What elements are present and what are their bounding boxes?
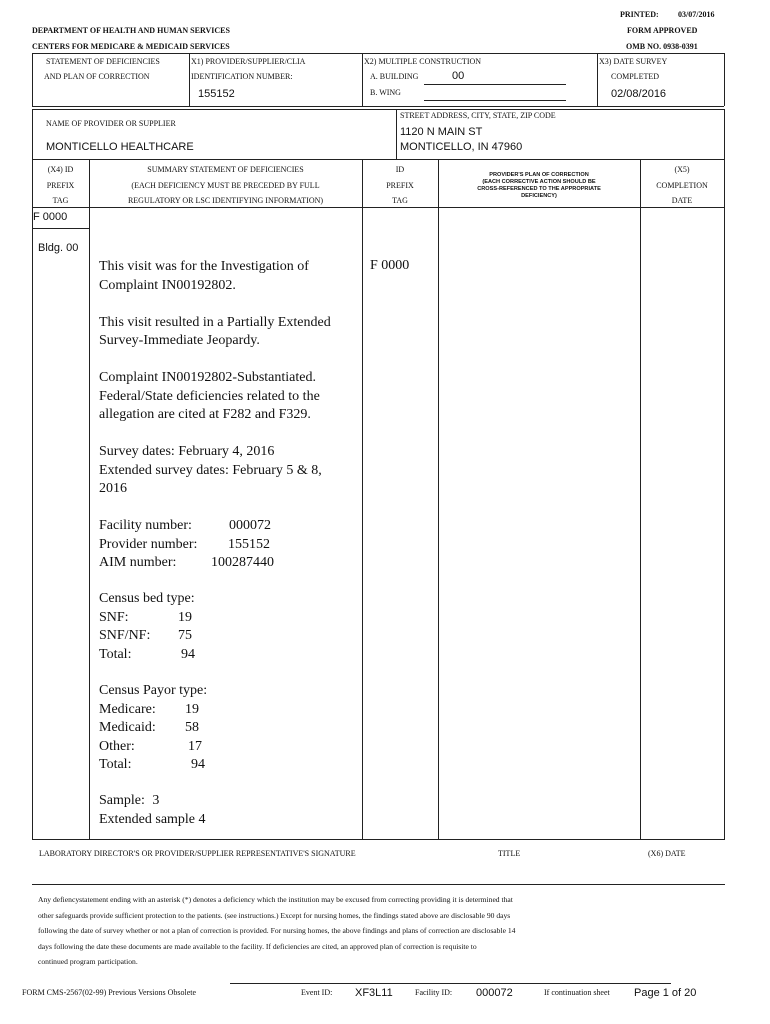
statement-label-2: AND PLAN OF CORRECTION (44, 72, 150, 81)
census-payor-label: Census Payor type: (99, 683, 208, 698)
snfnf-label: SNF/NF: (99, 628, 151, 643)
form-number: FORM CMS-2567(02-99) Previous Versions Obsolete (22, 988, 197, 997)
plan-header-2: (EACH CORRECTIVE ACTION SHOULD BE (482, 179, 596, 185)
x3-label-1: X3) DATE SURVEY (599, 57, 668, 66)
building-value: 00 (452, 70, 465, 82)
summary-line: Extended survey dates: February 5 & 8, (99, 462, 322, 478)
printed-date: 03/07/2016 (678, 10, 715, 19)
payor-total-value: 94 (191, 757, 205, 772)
provider-id-value: 155152 (198, 88, 235, 100)
payor-total-label: Total: (99, 757, 132, 772)
plan-header-3: CROSS-REFERENCED TO THE APPROPRIATE (477, 186, 601, 192)
id-header-3: TAG (392, 196, 408, 205)
extended-sample: Extended sample 4 (99, 811, 206, 827)
summary-line: Survey-Immediate Jeopardy. (99, 333, 260, 348)
x4-header-3: TAG (52, 196, 69, 205)
snf-value: 19 (178, 609, 192, 625)
summary-line (99, 499, 331, 518)
x5-header-3: DATE (671, 196, 693, 205)
summary-line: Survey dates: February 4, 2016 (99, 444, 275, 459)
footnote-line: continued program participation. (38, 957, 138, 966)
plan-header (438, 172, 640, 200)
footnote-line: days following the date these documents are made available to the facility. If deficiencies are cited, an approved plan of correction is requisite to (38, 941, 477, 951)
building-label: A. BUILDING (370, 72, 419, 81)
plan-header-4: DEFICIENCY) (521, 193, 557, 199)
summary-line: 2016 (99, 481, 127, 496)
facility-number-label: Facility number: (99, 518, 192, 533)
snf-label: SNF: (99, 609, 129, 625)
facility-id-label: Facility ID: (415, 988, 453, 997)
provider-name-label: NAME OF PROVIDER OR SUPPLIER (46, 119, 176, 128)
signature-label: LABORATORY DIRECTOR'S OR PROVIDER/SUPPLIER REPRESENTATIVE'S SIGNATURE (39, 849, 356, 858)
centers-name: CENTERS FOR MEDICARE & MEDICAID SERVICES (32, 42, 230, 51)
summary-line (99, 351, 331, 370)
other-value: 17 (188, 738, 202, 754)
address-label: STREET ADDRESS, CITY, STATE, ZIP CODE (400, 111, 556, 120)
summary-line: Complaint IN00192802. (99, 277, 236, 293)
x4-header-2: PREFIX (46, 181, 75, 190)
provider-number: 155152 (228, 536, 270, 552)
signature-date-label: (X6) DATE (648, 849, 686, 858)
plan-header-1: PROVIDER'S PLAN OF CORRECTION (489, 172, 589, 178)
other-label: Other: (99, 738, 135, 754)
entry-id-prefix: F 0000 (370, 258, 410, 273)
facility-info (99, 517, 274, 573)
address-line-2: MONTICELLO, IN 47960 (400, 141, 523, 153)
summary-line: allegation are cited at F282 and F329. (99, 407, 311, 422)
sample-info (99, 792, 206, 829)
footnote-line: other safeguards provide sufficient protection to the patients. (see instructions.) Except for nursing homes, the findings stated above are disclosable 90 days (38, 910, 511, 920)
bed-total-label: Total: (99, 646, 132, 662)
summary-line: This visit was for the Investigation of (99, 259, 309, 274)
form-approved: FORM APPROVED (627, 26, 698, 35)
summary-header-2: (EACH DEFICIENCY MUST BE PRECEDED BY FULL (131, 181, 320, 190)
event-id-label: Event ID: (301, 988, 333, 997)
x1-label-2: IDENTIFICATION NUMBER: (191, 72, 293, 81)
facility-id-value: 000072 (476, 987, 513, 999)
printed-label: PRINTED: (620, 10, 659, 19)
id-header-1: ID (395, 165, 405, 174)
title-label: TITLE (498, 849, 521, 858)
x2-label: X2) MULTIPLE CONSTRUCTION (364, 57, 482, 66)
medicare-label: Medicare: (99, 701, 156, 717)
survey-completed-date: 02/08/2016 (611, 88, 667, 100)
summary-header-3: REGULATORY OR LSC IDENTIFYING INFORMATION) (127, 196, 324, 205)
medicaid-label: Medicaid: (99, 720, 156, 735)
census-bed (99, 590, 195, 664)
department-name: DEPARTMENT OF HEALTH AND HUMAN SERVICES (32, 26, 230, 35)
x3-label-2: COMPLETED (611, 72, 659, 81)
summary-line (99, 425, 331, 444)
sample-value: 3 (152, 793, 160, 808)
continuation-label: If continuation sheet (544, 988, 610, 997)
census-bed-label: Census bed type: (99, 591, 195, 606)
statement-label-1: STATEMENT OF DEFICIENCIES (46, 57, 160, 66)
summary-line: Complaint IN00192802-Substantiated. (99, 370, 316, 385)
medicaid-value: 58 (185, 720, 199, 735)
snfnf-value: 75 (178, 628, 192, 643)
omb-number: OMB NO. 0938-0391 (626, 42, 698, 51)
summary-line: Federal/State deficiencies related to the (99, 388, 320, 404)
id-header-2: PREFIX (386, 181, 414, 190)
summary-line (99, 295, 331, 314)
provider-name-value: MONTICELLO HEALTHCARE (46, 141, 194, 153)
aim-number-label: AIM number: (99, 555, 177, 570)
x1-label-1: X1) PROVIDER/SUPPLIER/CLIA (191, 57, 306, 66)
x4-header-1: (X4) ID (47, 165, 74, 174)
entry-prefix: F 0000 (33, 211, 68, 223)
summary-line: This visit resulted in a Partially Extended (99, 314, 331, 330)
event-id-value: XF3L11 (355, 987, 393, 999)
page-number: Page 1 of 20 (634, 987, 697, 999)
footnote-line: following the date of survey whether or not a plan of correction is provided. For nursing homes, the above findings and plans of correction are disclosable 14 (38, 926, 516, 935)
census-payor (99, 682, 207, 775)
footnote-line: Any defiencystatement ending with an asterisk (*) denotes a deficiency which the institution may be excused from correcting providing it is determined that (38, 895, 513, 904)
footnote (38, 892, 515, 970)
wing-label: B. WING (370, 88, 401, 97)
sample-label: Sample: (99, 793, 145, 808)
summary-header-1: SUMMARY STATEMENT OF DEFICIENCIES (147, 165, 304, 174)
medicare-value: 19 (185, 701, 199, 717)
building-code: Bldg. 00 (38, 242, 79, 254)
facility-number: 000072 (229, 518, 271, 533)
address-line-1: 1120 N MAIN ST (400, 126, 483, 138)
bed-total-value: 94 (181, 646, 195, 662)
summary-statement (99, 258, 331, 517)
x5-header-1: (X5) (674, 165, 690, 174)
provider-number-label: Provider number: (99, 536, 198, 552)
aim-number: 100287440 (211, 555, 274, 570)
x5-header-2: COMPLETION (656, 181, 708, 190)
